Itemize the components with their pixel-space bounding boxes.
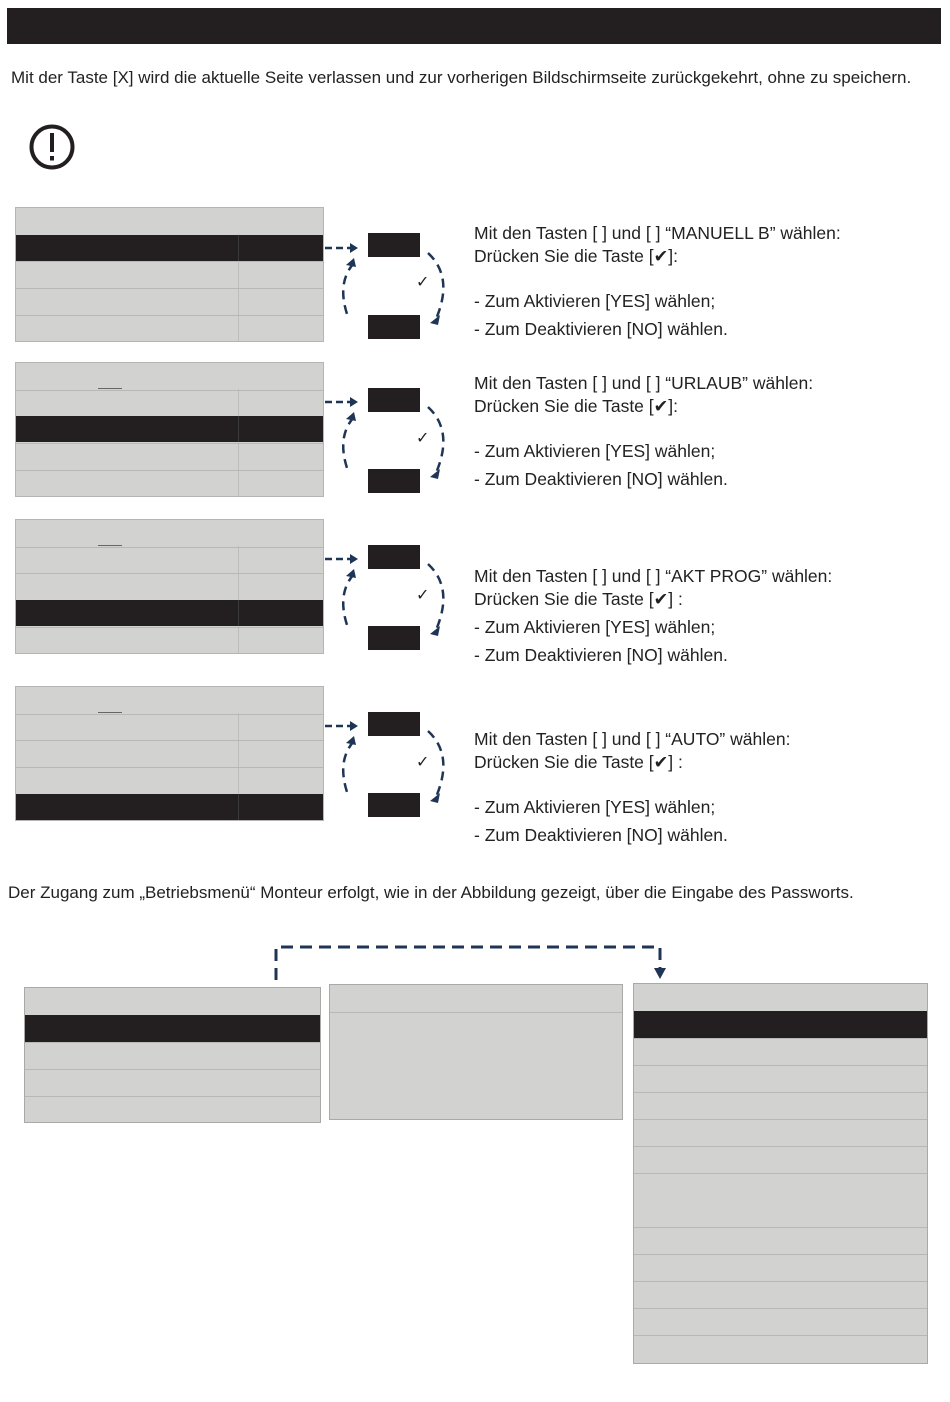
menu-row[interactable] xyxy=(25,1042,320,1069)
instruction-line: Mit den Tasten [ ] und [ ] “MANUELL B” wählen: xyxy=(474,223,841,243)
menu-row[interactable] xyxy=(634,1173,927,1227)
menu-screen-akt-prog xyxy=(15,519,324,654)
screen-button-bottom[interactable] xyxy=(368,626,420,650)
password-screen xyxy=(329,984,623,1120)
instruction-line: Drücken Sie die Taste [✔]: xyxy=(474,246,679,266)
header-bar xyxy=(7,8,941,44)
menu-row[interactable] xyxy=(16,767,323,793)
menu-row[interactable] xyxy=(634,1146,927,1173)
menu-row[interactable] xyxy=(16,547,323,573)
menu-row[interactable] xyxy=(634,1281,927,1308)
instruction-line: Mit den Tasten [ ] und [ ] “URLAUB” wählen: xyxy=(474,373,814,393)
activate-line: - Zum Aktivieren [YES] wählen; xyxy=(474,291,716,311)
activate-line: - Zum Aktivieren [YES] wählen; xyxy=(474,797,716,817)
menu-row-selected[interactable] xyxy=(16,794,323,820)
menu-row[interactable] xyxy=(634,1038,927,1065)
activate-line: - Zum Aktivieren [YES] wählen; xyxy=(474,617,716,637)
menu-row[interactable] xyxy=(16,261,323,287)
section-description xyxy=(474,222,841,341)
section-description xyxy=(474,372,813,491)
exclamation-circle-icon xyxy=(29,124,75,170)
deactivate-line: - Zum Deaktivieren [NO] wählen. xyxy=(474,645,728,665)
instruction-line: Drücken Sie die Taste [✔] : xyxy=(474,752,683,772)
menu-row-selected[interactable] xyxy=(16,416,323,442)
deactivate-line: - Zum Deaktivieren [NO] wählen. xyxy=(474,319,728,339)
screen-button-bottom[interactable] xyxy=(368,469,420,493)
section-description xyxy=(474,728,790,847)
menu-row[interactable] xyxy=(634,1227,927,1254)
menu-row[interactable] xyxy=(16,740,323,766)
deactivate-line: - Zum Deaktivieren [NO] wählen. xyxy=(474,825,728,845)
confirm-check-icon: ✓ xyxy=(416,430,430,447)
menu-row-selected[interactable] xyxy=(16,600,323,626)
section-description xyxy=(474,565,832,667)
screen-button-top[interactable] xyxy=(368,388,420,412)
menu-row[interactable] xyxy=(16,573,323,599)
menu-row[interactable] xyxy=(16,714,323,740)
title-underline xyxy=(98,388,122,389)
menu-row[interactable] xyxy=(634,1308,927,1335)
password-flow-arrow-icon xyxy=(266,938,670,984)
menu-row-selected[interactable] xyxy=(25,1015,320,1042)
instruction-line: Mit den Tasten [ ] und [ ] “AKT PROG” wählen: xyxy=(474,566,833,586)
screen-button-top[interactable] xyxy=(368,233,420,257)
menu-row[interactable] xyxy=(16,443,323,469)
menu-row[interactable] xyxy=(634,1065,927,1092)
menu-row-selected[interactable] xyxy=(634,1011,927,1038)
intro-paragraph: Mit der Taste [X] wird die aktuelle Seite verlassen und zur vorherigen Bildschirmseite zurückgekehrt, ohne zu speichern. xyxy=(11,68,912,87)
menu-row[interactable] xyxy=(634,1119,927,1146)
screen-button-top[interactable] xyxy=(368,712,420,736)
menu-row[interactable] xyxy=(25,1096,320,1123)
menu-row[interactable] xyxy=(634,1092,927,1119)
menu-row[interactable] xyxy=(16,288,323,314)
menu-row[interactable] xyxy=(25,1069,320,1096)
instruction-line: Drücken Sie die Taste [✔]: xyxy=(474,396,679,416)
menu-row[interactable] xyxy=(634,1254,927,1281)
screen-button-bottom[interactable] xyxy=(368,793,420,817)
screen-button-bottom[interactable] xyxy=(368,315,420,339)
confirm-check-icon: ✓ xyxy=(416,587,430,604)
menu-row[interactable] xyxy=(16,470,323,496)
menu-row[interactable] xyxy=(634,1335,927,1363)
menu-row[interactable] xyxy=(16,627,323,653)
menu-row-selected[interactable] xyxy=(16,235,323,261)
installer-menu-screen xyxy=(633,983,928,1364)
confirm-check-icon: ✓ xyxy=(416,754,430,771)
menu-screen-manuell-b xyxy=(15,207,324,342)
screen-button-top[interactable] xyxy=(368,545,420,569)
instruction-line: Mit den Tasten [ ] und [ ] “AUTO” wählen: xyxy=(474,729,791,749)
instruction-line: Drücken Sie die Taste [✔] : xyxy=(474,589,683,609)
menu-row[interactable] xyxy=(16,390,323,416)
main-menu-screen xyxy=(24,987,321,1123)
menu-row[interactable] xyxy=(16,315,323,341)
confirm-check-icon: ✓ xyxy=(416,274,430,291)
menu-screen-urlaub xyxy=(15,362,324,497)
title-underline xyxy=(98,545,122,546)
deactivate-line: - Zum Deaktivieren [NO] wählen. xyxy=(474,469,728,489)
access-paragraph: Der Zugang zum „Betriebsmenü“ Monteur erfolgt, wie in der Abbildung gezeigt, über die Eingabe des Passworts. xyxy=(8,883,854,902)
activate-line: - Zum Aktivieren [YES] wählen; xyxy=(474,441,716,461)
title-underline xyxy=(98,712,122,713)
menu-screen-auto xyxy=(15,686,324,821)
panel-divider xyxy=(330,1012,622,1013)
